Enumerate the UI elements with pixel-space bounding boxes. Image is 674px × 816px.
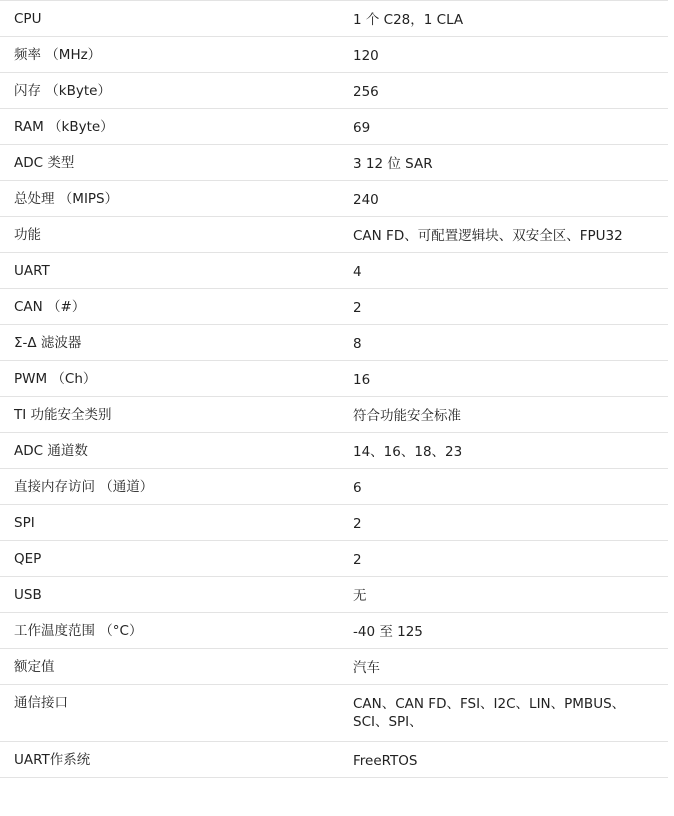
spec-value: FreeRTOS	[353, 753, 418, 769]
spec-row-can	[0, 289, 668, 325]
spec-row-dma	[0, 469, 668, 505]
spec-label: 通信接口	[14, 695, 68, 711]
spec-value: CAN、CAN FD、FSI、I2C、LIN、PMBUS、SCI、SPI、	[353, 696, 626, 730]
spec-row-uart	[0, 253, 668, 289]
spec-row-flash	[0, 73, 668, 109]
spec-label: QEP	[14, 551, 42, 567]
spec-row-adc-channels	[0, 433, 668, 469]
spec-value: 14、16、18、23	[353, 444, 463, 460]
spec-row-usb	[0, 577, 668, 613]
spec-label: 闪存 （kByte）	[14, 83, 111, 99]
spec-row-communication-interfaces	[0, 685, 668, 742]
spec-value: 2	[353, 516, 362, 532]
spec-value: 240	[353, 192, 379, 208]
spec-row-frequency	[0, 37, 668, 73]
spec-row-adc-type	[0, 145, 668, 181]
spec-label: ADC 类型	[14, 155, 75, 171]
spec-label: 功能	[14, 227, 41, 243]
spec-row-cpu	[0, 1, 668, 37]
spec-row-spi	[0, 505, 668, 541]
spec-row-operating-system	[0, 742, 668, 778]
spec-label: 总处理 （MIPS）	[14, 191, 119, 207]
spec-value: CAN FD、可配置逻辑块、双安全区、FPU32	[353, 228, 623, 244]
spec-row-total-processing	[0, 181, 668, 217]
spec-value: 3 12 位 SAR	[353, 156, 433, 172]
spec-label: 频率 （MHz）	[14, 47, 102, 63]
spec-label: 额定值	[14, 659, 55, 675]
spec-value: 256	[353, 84, 379, 100]
spec-value: -40 至 125	[353, 624, 423, 640]
spec-label: UART作系统	[14, 752, 91, 768]
spec-label: 直接内存访问 （通道）	[14, 479, 154, 495]
spec-label: RAM （kByte）	[14, 119, 114, 135]
spec-row-ram	[0, 109, 668, 145]
spec-label: PWM （Ch）	[14, 371, 97, 387]
spec-label: SPI	[14, 515, 35, 531]
spec-label: TI 功能安全类别	[14, 407, 112, 423]
spec-value: 69	[353, 120, 371, 136]
spec-label: CPU	[14, 11, 42, 27]
spec-value: 8	[353, 336, 362, 352]
spec-label: ADC 通道数	[14, 443, 88, 459]
spec-label: USB	[14, 587, 42, 603]
spec-value: 无	[353, 588, 367, 604]
spec-value: 符合功能安全标准	[353, 408, 461, 424]
spec-row-sigma-delta-filter	[0, 325, 668, 361]
spec-label: 工作温度范围 （°C）	[14, 623, 143, 639]
spec-label: UART	[14, 263, 50, 279]
spec-row-functional-safety	[0, 397, 668, 433]
spec-value: 2	[353, 300, 362, 316]
spec-label: CAN （#）	[14, 299, 86, 315]
spec-value: 2	[353, 552, 362, 568]
spec-value: 1 个 C28，1 CLA	[353, 12, 464, 28]
spec-row-operating-temperature	[0, 613, 668, 649]
spec-row-features	[0, 217, 668, 253]
spec-label: Σ-Δ 滤波器	[14, 335, 82, 351]
spec-value: 16	[353, 372, 371, 388]
spec-row-qep	[0, 541, 668, 577]
spec-value: 汽车	[353, 660, 380, 676]
spec-row-pwm	[0, 361, 668, 397]
spec-value: 4	[353, 264, 362, 280]
spec-value: 6	[353, 480, 362, 496]
spec-value: 120	[353, 48, 379, 64]
spec-row-rating	[0, 649, 668, 685]
